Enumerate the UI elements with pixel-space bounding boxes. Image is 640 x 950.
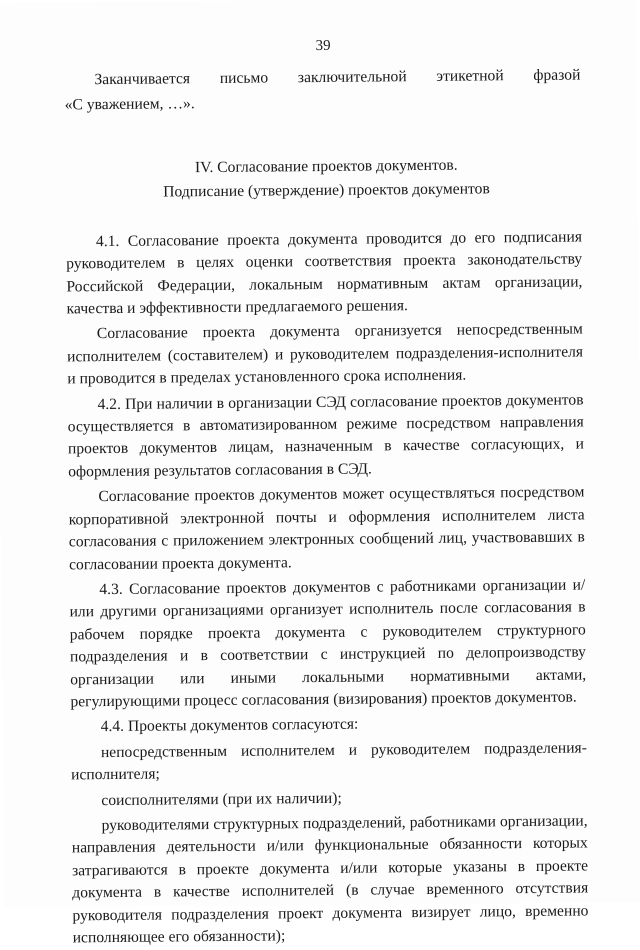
intro-line-2: «С уважением, …». bbox=[64, 95, 195, 114]
list-item-department-heads: руководителями структурных подразделений, работниками организации, направления деятельности и/или функциональные обязанности которых затрагиваются в проекте документа и/или которые указаны в проекте документа в качестве исполнителей (в случае временного отсутствия руководителя подразделения проект документа визирует лицо, временно исполняющее его обязанности); bbox=[71, 812, 589, 947]
intro-word: Заканчивается bbox=[94, 70, 191, 89]
section-title-line-1: IV. Согласование проектов документов. bbox=[194, 156, 458, 176]
intro-word: письмо bbox=[219, 69, 269, 87]
section-body bbox=[66, 226, 589, 950]
intro-line-1 bbox=[64, 64, 580, 91]
page-number: 39 bbox=[315, 37, 331, 55]
paragraph-4-1: 4.1. Согласование проекта документа проводится до его подписания руководителем в целях оценки соответствия проекта законодательству Российской Федерации, локальным нормативным актам организации, качества и эффективности предлагаемого решения. bbox=[66, 228, 583, 318]
list-item-executor: непосредственным исполнителем и руководителем подразделения-исполнителя; bbox=[71, 739, 587, 784]
intro-word: заключительной bbox=[297, 68, 407, 87]
section-title-line-2: Подписание (утверждение) проектов документов bbox=[163, 180, 490, 201]
paragraph-4-4: 4.4. Проекты документов согласуются: bbox=[100, 715, 359, 736]
paragraph-4-3: 4.3. Согласование проектов документов с работниками организации и/или другими организациями организует исполнитель после согласования в рабочем порядке проекта документа с руководителем структурного подразделения и в соответствии с инструкцией по делопроизводству организации или иными локальными нормативными актами, регулирующими процесс согласования (визирования) проектов документов. bbox=[69, 576, 587, 711]
section-heading bbox=[65, 152, 581, 205]
intro-word: этикетной bbox=[436, 67, 504, 85]
list-item-co-executors: соисполнителями (при их наличии); bbox=[101, 789, 342, 809]
paragraph-4-1-organization: Согласование проекта документа организуется непосредственным исполнителем (составителем) и руководителем подразделения-исполнителя и проводится в пределах установленного срока исполнения. bbox=[67, 320, 584, 388]
paragraph-4-2-email: Согласование проектов документов может осуществляться посредством корпоративной электронной почты и оформления исполнителем листа согласования с приложением электронных сообщений лиц, участвовавших в согласовании проекта документа. bbox=[68, 483, 585, 573]
paragraph-4-2: 4.2. При наличии в организации СЭД согласование проектов документов осуществляется в автоматизированном режиме посредством направления проектов документов лицам, назначенным в качестве согласующих, и оформления результатов согласования в СЭД. bbox=[67, 391, 585, 481]
intro-word: фразой bbox=[533, 66, 581, 84]
